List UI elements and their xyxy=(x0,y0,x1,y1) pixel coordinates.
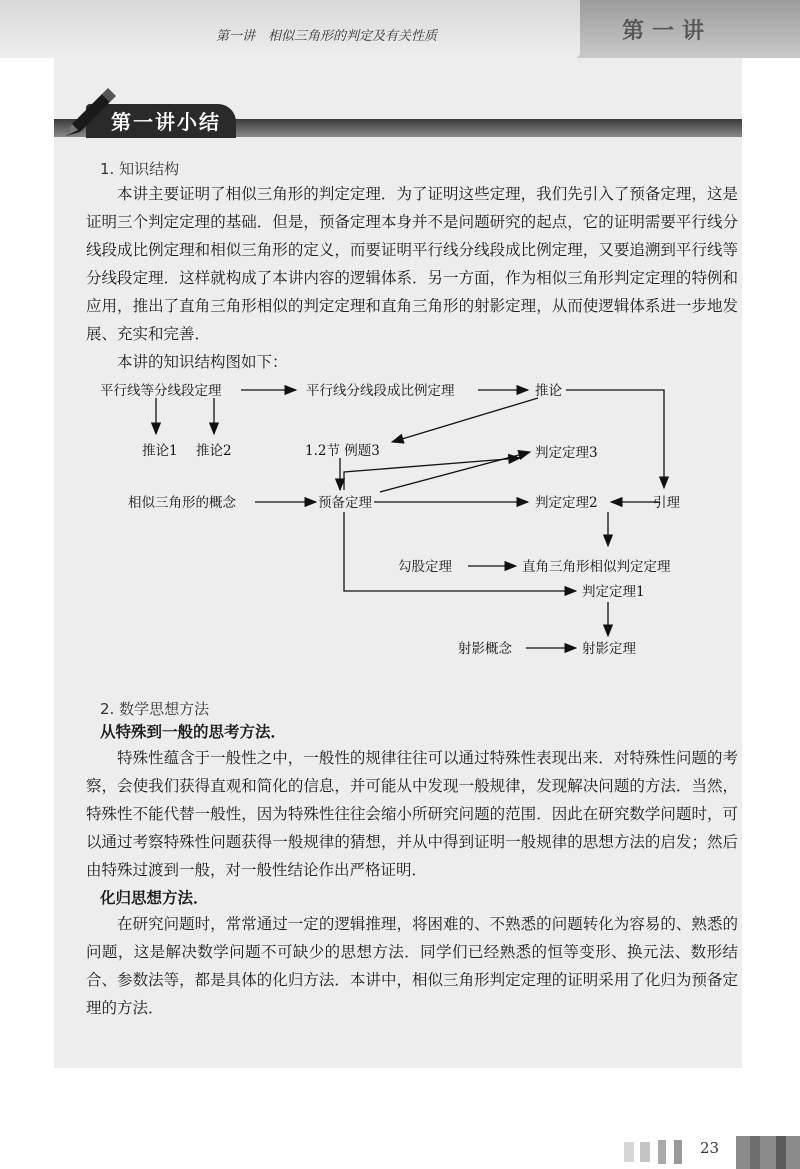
node-corollary-2: 推论2 xyxy=(196,443,232,459)
node-projection-concept: 射影概念 xyxy=(458,641,512,657)
node-parallel-equal-segments: 平行线等分线段定理 xyxy=(100,383,222,399)
running-header-title: 第一讲 相似三角形的判定及有关性质 xyxy=(216,29,438,44)
knowledge-structure-diagram xyxy=(0,370,800,670)
pen-icon xyxy=(58,84,118,144)
summary-title: 第一讲小结 xyxy=(111,110,221,134)
intro-paragraph: 本讲主要证明了相似三角形的判定定理．为了证明这些定理，我们先引入了预备定理，这是证明三个判定定理的基础．但是，预备定理本身并不是问题研究的起点，它的证明需要平行线分线段成比例定理和相似三角形的定义，而要证明平行线分线段成比例定理，又要追溯到平行线等分线段定理．这样就构成了本讲内容的逻辑体系．另一方面，作为相似三角形判定定理的特例和应用，推出了直角三角形相似的判定定理和直角三角形的射影定理，从而使逻辑体系进一步地发展、充实和完善． xyxy=(86,185,738,343)
node-corollary-1: 推论1 xyxy=(142,443,178,459)
section-heading-knowledge-structure: 1. 知识结构 xyxy=(100,160,180,178)
node-section-example: 1.2节 例题3 xyxy=(305,443,380,459)
node-theorem-2: 判定定理2 xyxy=(535,495,598,511)
method-specific-to-general-title: 从特殊到一般的思考方法． xyxy=(100,723,287,741)
lecture-label: 第一讲 xyxy=(622,18,713,44)
node-preliminary-theorem: 预备定理 xyxy=(318,495,372,511)
node-right-triangle-similarity: 直角三角形相似判定定理 xyxy=(522,559,671,575)
node-theorem-1: 判定定理1 xyxy=(582,584,645,600)
node-theorem-3: 判定定理3 xyxy=(535,445,598,461)
node-projection-theorem: 射影定理 xyxy=(582,641,636,657)
node-lemma: 引理 xyxy=(653,495,680,511)
method-specific-to-general-text: 特殊性蕴含于一般性之中，一般性的规律往往可以通过特殊性表现出来．对特殊性问题的考察，会使我们获得直观和简化的信息，并可能从中发现一般规律，发现解决问题的方法．当然，特殊性不能代替一般性，因为特殊性往往会缩小所研究问题的范围．因此在研究数学问题时，可以通过考察特殊性问题获得一般规律的猜想，并从中得到证明一般规律的思想方法的启发；然后由特殊过渡到一般，对一般性结论作出严格证明． xyxy=(86,749,738,879)
method-reduction-title: 化归思想方法． xyxy=(100,889,209,907)
page-number: 23 xyxy=(700,1139,720,1157)
method-reduction-text: 在研究问题时，常常通过一定的逻辑推理，将困难的、不熟悉的问题转化为容易的、熟悉的问题，这是解决数学问题不可缺少的思想方法．同学们已经熟悉的恒等变形、换元法、数形结合、参数法等，都是具体的化归方法．本讲中，相似三角形判定定理的证明采用了化归为预备定理的方法． xyxy=(86,915,738,1017)
diagram-intro-text: 本讲的知识结构图如下： xyxy=(117,353,288,371)
node-pythagorean-theorem: 勾股定理 xyxy=(398,559,452,575)
node-similar-triangle-concept: 相似三角形的概念 xyxy=(128,495,236,511)
node-parallel-proportional: 平行线分线段成比例定理 xyxy=(306,383,455,399)
section-heading-math-methods: 2. 数学思想方法 xyxy=(100,700,210,718)
node-corollary: 推论 xyxy=(535,383,562,399)
